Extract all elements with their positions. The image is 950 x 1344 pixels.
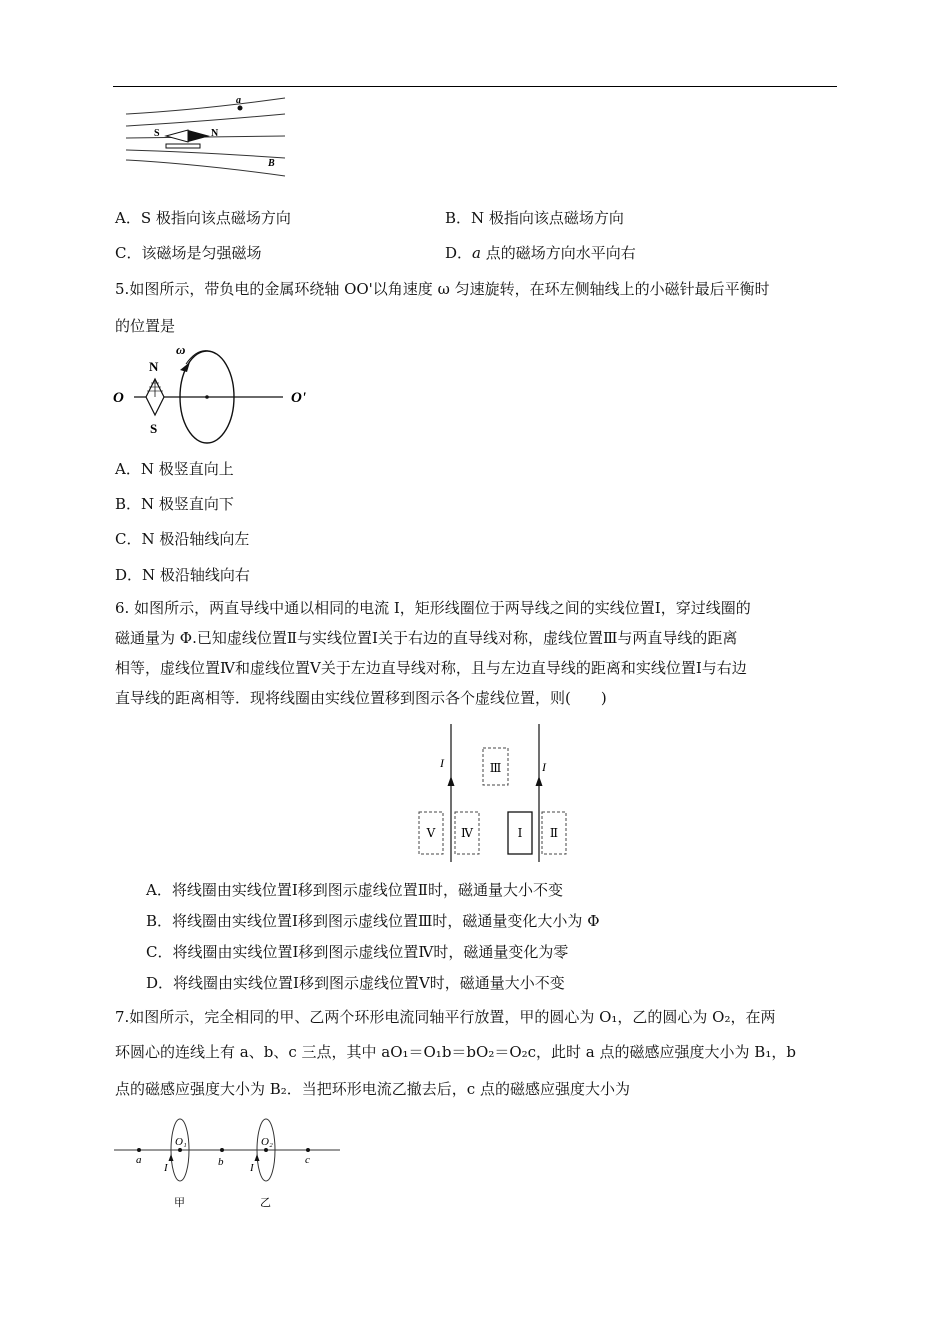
- q5-label-o: O: [113, 390, 124, 406]
- q6-pos5-label: Ⅴ: [426, 826, 436, 840]
- q6-option-d: D．将线圈由实线位置Ⅰ移到图示虚线位置Ⅴ时，磁通量大小不变: [146, 974, 565, 992]
- q7-rings-figure: [112, 1112, 344, 1212]
- q5-label-o-prime: O': [291, 390, 306, 406]
- q6-pos4-label: Ⅳ: [461, 826, 473, 840]
- q6-pos2-label: Ⅱ: [549, 826, 559, 840]
- q4-option-c: C．该磁场是匀强磁场: [115, 244, 262, 262]
- q7-stem-line3: 点的磁感应强度大小为 B₂．当把环形电流乙撤去后，c 点的磁感应强度大小为: [115, 1080, 630, 1098]
- q7-point-a: [137, 1148, 141, 1152]
- q7-label-b: b: [218, 1156, 224, 1168]
- q7-label-a: a: [136, 1154, 142, 1166]
- q4-needle-s: [166, 130, 188, 142]
- q4-label-a: a: [236, 95, 241, 106]
- q7-stem-line2: 环圆心的连线上有 a、b、c 三点，其中 aO₁＝O₁b＝bO₂＝O₂c，此时 a 点的磁感应强度大小为 B₁，b: [115, 1043, 796, 1061]
- q4-option-b: B．N 极指向该点磁场方向: [445, 209, 624, 227]
- q5-option-d: D．N 极沿轴线向右: [115, 566, 250, 584]
- q5-option-b: B．N 极竖直向下: [115, 495, 234, 513]
- q7-point-c: [306, 1148, 310, 1152]
- q7-label-jia: 甲: [174, 1197, 185, 1209]
- q6-option-c: C．将线圈由实线位置Ⅰ移到图示虚线位置Ⅳ时，磁通量变化为零: [146, 943, 569, 961]
- q5-label-n: N: [149, 359, 159, 374]
- q6-wires-figure: [410, 722, 575, 864]
- q6-stem-line2: 磁通量为 Φ.已知虚线位置Ⅱ与实线位置Ⅰ关于右边的直导线对称，虚线位置Ⅲ与两直导线的距离: [115, 629, 738, 647]
- q4-needle-n: [188, 130, 210, 142]
- q5-label-s: S: [150, 421, 158, 436]
- q6-pos1-label: Ⅰ: [517, 826, 523, 840]
- q7-stem-line1: 7.如图所示，完全相同的甲、乙两个环形电流同轴平行放置，甲的圆心为 O₁，乙的圆心为 O₂，在两: [115, 1008, 776, 1026]
- q5-ring-figure: [108, 340, 318, 445]
- q6-option-b: B．将线圈由实线位置Ⅰ移到图示虚线位置Ⅲ时，磁通量变化大小为 Φ: [146, 912, 600, 930]
- q6-stem-line3: 相等，虚线位置Ⅳ和虚线位置Ⅴ关于左边直导线对称，且与左边直导线的距离和实线位置Ⅰ与右边: [115, 659, 747, 677]
- q7-label-i1: I: [164, 1162, 168, 1174]
- q6-label-i-right: I: [542, 760, 546, 774]
- q4-option-d: D．a 点的磁场方向水平向右: [445, 244, 636, 262]
- q7-point-b: [220, 1148, 224, 1152]
- q4-label-n: N: [211, 128, 219, 139]
- q6-label-i-left: I: [440, 756, 444, 770]
- q5-label-omega: ω: [176, 342, 186, 357]
- q5-option-c: C．N 极沿轴线向左: [115, 530, 250, 548]
- q6-option-a: A．将线圈由实线位置Ⅰ移到图示虚线位置Ⅱ时，磁通量大小不变: [146, 881, 563, 899]
- q7-label-i2: I: [250, 1162, 254, 1174]
- header-rule: [113, 86, 837, 87]
- q6-stem-line1: 6. 如图所示，两直导线中通以相同的电流 I，矩形线圈位于两导线之间的实线位置Ⅰ，穿过线圈的: [115, 599, 751, 617]
- q5-stem-line1: 5.如图所示，带负电的金属环绕轴 OO'以角速度 ω 匀速旋转，在环左侧轴线上的小磁针最后平衡时: [115, 280, 770, 298]
- q7-label-o1: O₁: [175, 1136, 187, 1148]
- q4-label-b: B: [268, 158, 275, 169]
- q4-option-a: A．S 极指向该点磁场方向: [115, 209, 291, 227]
- q4-field-figure: [118, 92, 293, 182]
- q4-label-s: S: [154, 128, 160, 139]
- q6-stem-line4: 直导线的距离相等．现将线圈由实线位置移到图示各个虚线位置，则( ): [115, 689, 607, 707]
- q5-stem-line2: 的位置是: [115, 317, 176, 335]
- q5-option-a: A．N 极竖直向上: [115, 460, 234, 478]
- q6-pos3-label: Ⅲ: [489, 761, 502, 775]
- q7-label-c: c: [305, 1154, 310, 1166]
- q4-point-a: [238, 106, 243, 111]
- q7-label-yi: 乙: [260, 1197, 271, 1209]
- q7-label-o2: O₂: [261, 1136, 273, 1148]
